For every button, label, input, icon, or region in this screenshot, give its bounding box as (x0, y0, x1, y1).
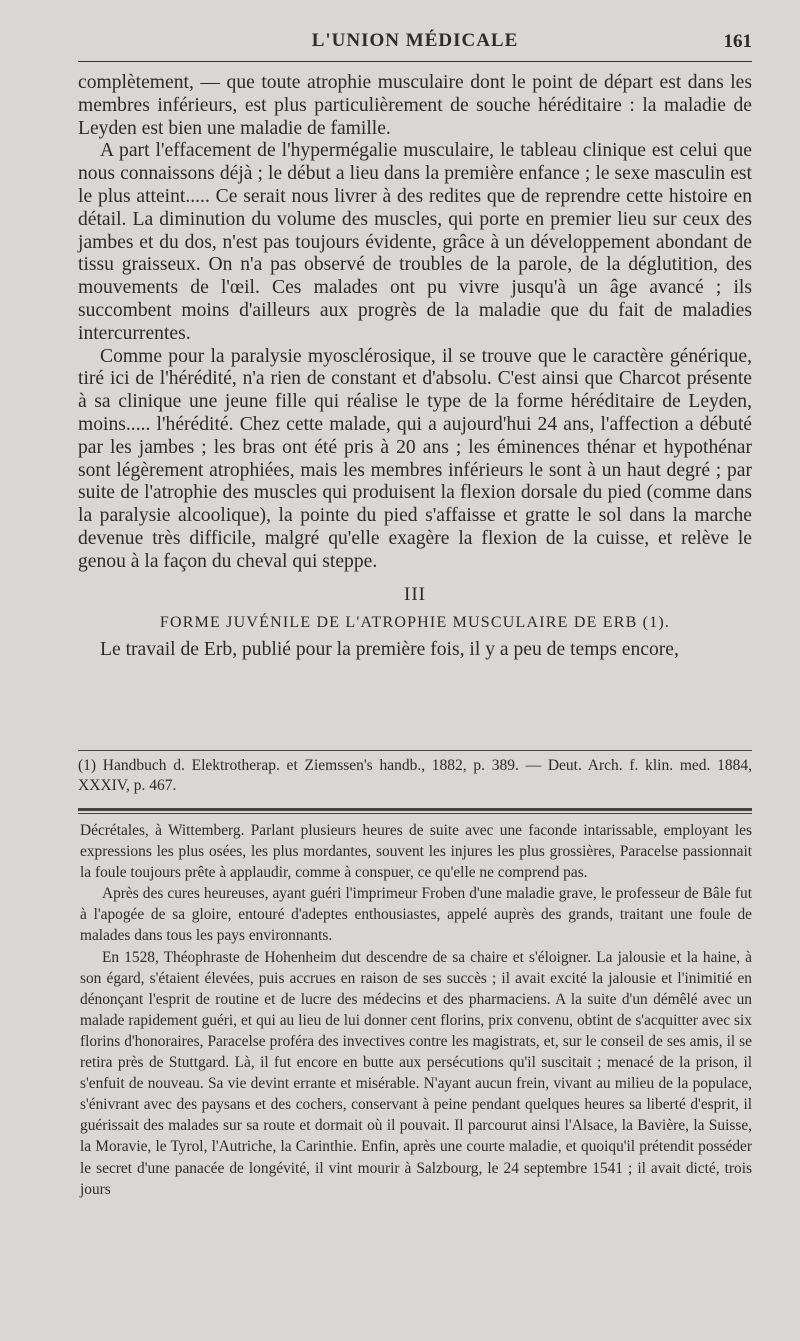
paragraph: Comme pour la paralysie myosclérosique, il se trouve que le caractère générique, tiré ici de l'hérédité, n'a rien de constant et d'absolu. C'est ainsi que Charcot présente à sa clinique une jeune fille qui réalise le type de la forme héréditaire de Leyden, moins..... l'hérédité. Chez cette malade, qui a aujourd'hui 24 ans, l'affection a débuté par les jambes ; les bras ont été pris à 20 ans ; les éminences thénar et hypothénar sont légèrement atrophiées, mais les membres inférieurs le sont à un haut degré ; par suite de l'atrophie des muscles qui produisent la flexion dorsale du pied (comme dans la paralysie alcoolique), la pointe du pied s'affaisse et gratte le sol dans la marche devenue très difficile, malgré qu'elle exagère la flexion de la cuisse, et relève le genou à la façon du cheval qui steppe. (78, 345, 752, 572)
paragraph: En 1528, Théophraste de Hohenheim dut descendre de sa chaire et s'éloigner. La jalousie et la haine, à son égard, s'étaient élevées, puis accrues en raison de ses succès ; il avait excité la jalousie et l'inimitié en dénonçant l'esprit de routine et de lucre des médecins et des pharmaciens. A la suite d'un démêlé avec un malade rapidement guéri, et qui au lieu de lui donner cent florins, prix convenu, obtint de s'acquitter avec six florins d'honoraires, Paracelse proféra des invectives contre les magistrats, et, sur le conseil de ses amis, il se retira près de Stuttgard. Là, il fut encore en butte aux persécutions qu'il suscitait ; menacé de la prison, il s'enfuit de nouveau. Sa vie devint errante et misérable. N'ayant aucun frein, vivant au milieu de la populace, s'énivrant avec des paysans et des cochers, conservant à peine pendant quelques heures sa liberté d'esprit, il guérissait des malades sur sa route et dormait où il pouvait. Il parcourut ainsi l'Alsace, la Bavière, la Suisse, la Moravie, le Tyrol, l'Autriche, la Carinthie. Enfin, après une courte maladie, et quoiqu'il prétendit posséder le secret d'une panacée de longévité, il vint mourir à Salzbourg, le 24 septembre 1541 ; il avait dicté, trois jours (80, 948, 752, 1198)
header-rule (78, 61, 752, 62)
page-number: 161 (723, 31, 752, 52)
section-title: FORME JUVÉNILE DE L'ATROPHIE MUSCULAIRE DE ERB (1). (159, 614, 671, 632)
paragraph: complètement, — que toute atrophie musculaire dont le point de départ est dans les membres inférieurs, est plus particulièrement de souche héréditaire : la maladie de Leyden est bien une maladie de famille. (78, 72, 752, 139)
journal-title: L'UNION MÉDICALE (311, 30, 519, 51)
paragraph: Le travail de Erb, publié pour la première fois, il y a peu de temps encore, (100, 639, 679, 661)
feuilleton-separator-thin (78, 813, 752, 814)
running-header (78, 30, 752, 58)
paragraph: Après des cures heureuses, ayant guéri l'imprimeur Froben d'une maladie grave, le professeur de Bâle fut à l'apogée de sa gloire, entouré d'adeptes enthousiastes, appelé auprès des grands, traitant une foule de malades dans tous les pays environnants. (80, 885, 752, 945)
section-number: III (404, 583, 426, 605)
main-text (78, 72, 752, 662)
footnote: (1) Handbuch d. Elektrotherap. et Ziemssen's handb., 1882, p. 389. — Deut. Arch. f. klin. med. 1884, XXXIV, p. 467. (78, 757, 752, 794)
feuilleton-separator-thick (78, 808, 752, 811)
feuilleton-text (80, 820, 752, 1200)
paragraph: Décrétales, à Wittemberg. Parlant plusieurs heures de suite avec une faconde intarissable, employant les expressions les plus osées, les plus mordantes, souvent les injures les plus grossières, Paracelse passionnait la foule toujours prête à applaudir, comme à conspuer, ce qu'elle ne comprend pas. (80, 822, 752, 882)
footnote-rule (78, 750, 752, 751)
paragraph: A part l'effacement de l'hypermégalie musculaire, le tableau clinique est celui que nous connaissons déjà ; le début a lieu dans la première enfance ; le sexe masculin est le plus atteint..... Ce serait nous livrer à des redites que de reprendre cette histoire en détail. La diminution du volume des muscles, qui porte en premier lieu sur ceux des jambes et du dos, n'est pas toujours évidente, grâce à un développement abondant de tissu graisseux. On n'a pas observé de troubles de la parole, de la déglutition, des mouvements de l'œil. Ces malades ont pu vivre jusqu'à un âge avancé ; ils succombent moins d'ailleurs aux progrès de la maladie que du fait de maladies intercurrentes. (78, 140, 752, 344)
